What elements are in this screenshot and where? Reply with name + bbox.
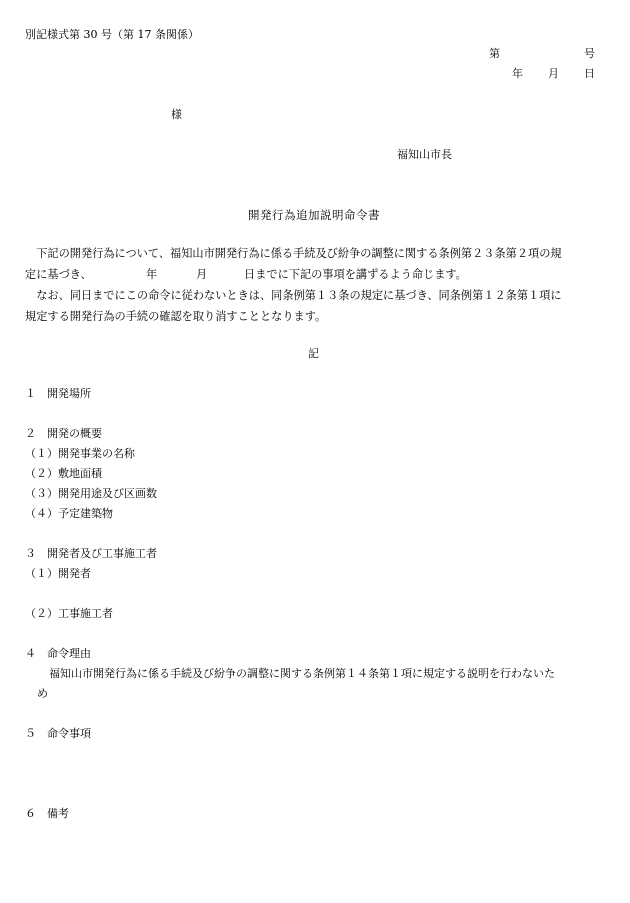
section-1-heading: １ 開発場所: [25, 387, 91, 400]
section-6-heading: ６ 備考: [25, 807, 69, 820]
body-p1-start: 定に基づき、: [25, 268, 92, 281]
section-2-heading: ２ 開発の概要: [25, 427, 102, 440]
body-paragraph-1: [25, 243, 610, 285]
section-4-text-line1: 福知山市開発行為に係る手続及び紛争の調整に関する条例第１４条第１項に規定する説明を行わないた: [49, 667, 555, 680]
date-day: 日: [584, 67, 595, 80]
form-label: 別記様式第 30 号（第 17 条関係）: [25, 28, 199, 41]
number-suffix: 号: [584, 47, 595, 60]
section-2-item: （１）開発事業の名称: [25, 447, 135, 460]
document-title: 開発行為追加説明命令書: [248, 208, 380, 222]
date-month: 月: [548, 67, 559, 80]
body-paragraph-2: [25, 285, 610, 327]
section-3-heading: ３ 開発者及び工事施工者: [25, 547, 157, 560]
date-year: 年: [512, 67, 523, 80]
addressee-honorific: 様: [171, 108, 182, 121]
section-5-heading: ５ 命令事項: [25, 727, 91, 740]
deadline-rest: 日までに下記の事項を講ずるよう命じます。: [244, 268, 467, 281]
body-p1-line2: [25, 264, 610, 285]
section-2-item: （４）予定建築物: [25, 507, 113, 520]
deadline-month: 月: [196, 268, 208, 281]
number-prefix: 第: [489, 47, 500, 60]
issuer: 福知山市長: [397, 148, 452, 161]
body-p1-line1: 下記の開発行為について、福知山市開発行為に係る手続及び紛争の調整に関する条例第２３条第２項の規: [36, 247, 562, 260]
section-3-item: （１）開発者: [25, 567, 91, 580]
section-4-text-line2: め: [37, 687, 48, 700]
deadline-year: 年: [146, 268, 158, 281]
section-2-item: （２）敷地面積: [25, 467, 102, 480]
body-p2-line1: なお、同日までにこの命令に従わないときは、同条例第１３条の規定に基づき、同条例第１２条第１項に: [36, 289, 562, 302]
section-2-item: （３）開発用途及び区画数: [25, 487, 157, 500]
section-3-item: （２）工事施工者: [25, 607, 113, 620]
body-p2-line2: 規定する開発行為の手続の確認を取り消すこととなります。: [25, 310, 327, 323]
ki-heading: 記: [308, 347, 319, 360]
section-4-heading: ４ 命令理由: [25, 647, 91, 660]
